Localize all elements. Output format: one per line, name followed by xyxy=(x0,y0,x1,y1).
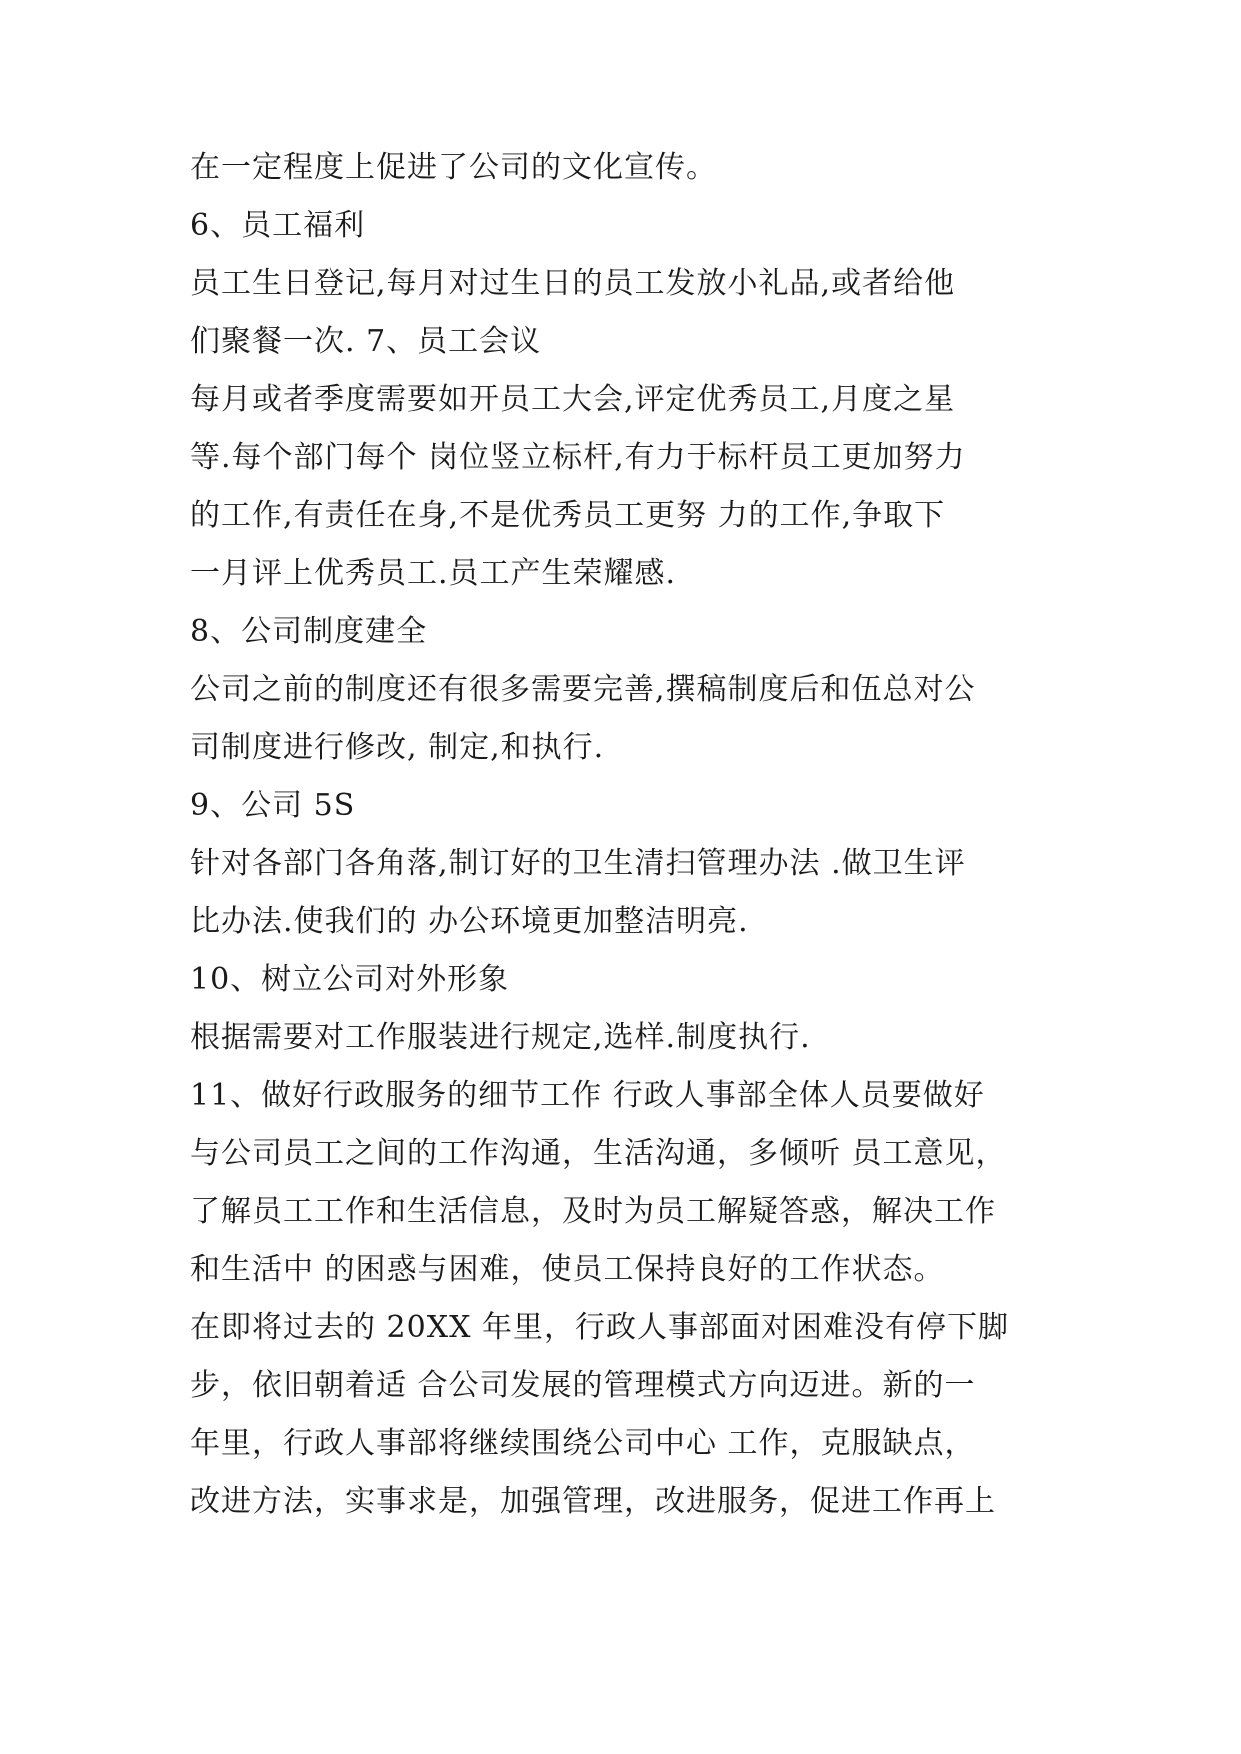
section-heading: 6、员工福利 xyxy=(190,208,366,243)
text-line: 比办法.使我们的 办公环境更加整洁明亮. xyxy=(190,904,749,939)
text-line: 年里，行政人事部将继续围绕公司中心 工作，克服缺点， xyxy=(190,1426,976,1461)
text-line: 在即将过去的 20XX 年里，行政人事部面对困难没有停下脚 xyxy=(190,1310,1009,1345)
text-line: 公司之前的制度还有很多需要完善,撰稿制度后和伍总对公 xyxy=(190,672,976,707)
text-line: 的工作,有责任在身,不是优秀员工更努 力的工作,争取下 xyxy=(190,498,946,533)
text-line: 员工生日登记,每月对过生日的员工发放小礼品,或者给他 xyxy=(190,266,956,301)
text-line: 根据需要对工作服装进行规定,选样.制度执行. xyxy=(190,1020,811,1055)
text-line: 11、做好行政服务的细节工作 行政人事部全体人员要做好 xyxy=(190,1078,985,1113)
text-line: 和生活中 的困惑与困难，使员工保持良好的工作状态。 xyxy=(190,1252,945,1287)
section-heading: 9、公司 5S xyxy=(190,788,356,823)
text-line: 在一定程度上促进了公司的文化宣传。 xyxy=(190,150,717,185)
text-line: 每月或者季度需要如开员工大会,评定优秀员工,月度之星 xyxy=(190,382,956,417)
text-line: 们聚餐一次. 7、员工会议 xyxy=(190,324,542,359)
text-line: 了解员工工作和生活信息，及时为员工解疑答惑，解决工作 xyxy=(190,1194,996,1229)
text-line: 改进方法，实事求是，加强管理，改进服务，促进工作再上 xyxy=(190,1484,996,1519)
text-line: 与公司员工之间的工作沟通，生活沟通，多倾听 员工意见， xyxy=(190,1136,1007,1171)
text-line: 司制度进行修改, 制定,和执行. xyxy=(190,730,605,765)
text-line: 步，依旧朝着适 合公司发展的管理模式方向迈进。新的一 xyxy=(190,1368,976,1403)
text-line: 针对各部门各角落,制订好的卫生清扫管理办法 .做卫生评 xyxy=(190,846,966,881)
text-line: 等.每个部门每个 岗位竖立标杆,有力于标杆员工更加努力 xyxy=(190,440,966,475)
text-line: 一月评上优秀员工.员工产生荣耀感. xyxy=(190,556,677,591)
section-heading: 8、公司制度建全 xyxy=(190,614,428,649)
section-heading: 10、树立公司对外形象 xyxy=(190,962,510,997)
